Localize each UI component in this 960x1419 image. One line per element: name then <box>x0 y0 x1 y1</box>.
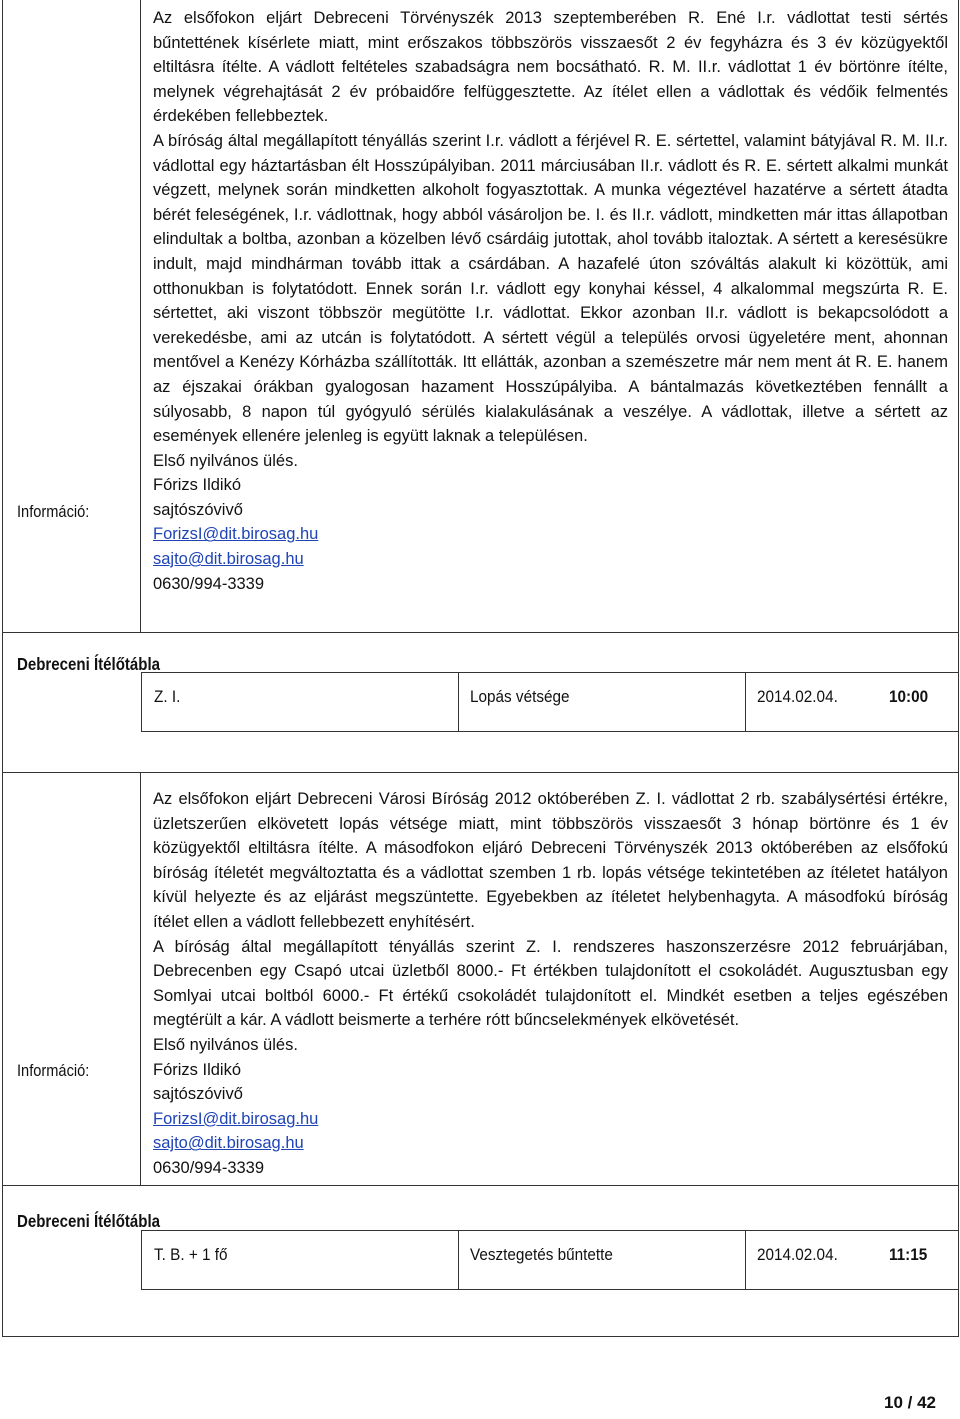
paragraph-hearing: Első nyilvános ülés. <box>153 1035 298 1054</box>
paragraph-facts: A bíróság által megállapított tényállás szerint I.r. vádlott a férjével R. E. sértettel, valamint bátyjával R. M. II.r. vádlottal egy háztartásban élt Hosszúpályiban. 2011 márciusában II.r. vádlott és R. E. sértett alkalmi munkát végzett, melynek során mindketten alkoholt fogyasztottak. A munka végeztével hazatérve a sértett átadta bérét feleségének, I.r. vádlottnak, hogy abból vásároljon be. I. és II.r. vádlott, mindketten már ittas állapotban elindultak a boltba, azonban a közelben lévő csárdáig jutottak, ahol tovább italoztak. A sértett a keresésükre indult, majd mindhárman tovább ittak a csárdában. A hazafelé úton szóváltás alakult ki közöttük, ami otthonukban is folytatódott. Ennek során I.r. vádlott egy konyhai késsel, 4 alkalommal megszúrta R. E. sértettet, aki viszont többször megütötte I.r. vádlottat. Ekkor azonban II.r. vádlott is bekapcsolódott a verekedésbe, ami az utcán is folytatódott. A sértett végül a település orvosi ügyeletére ment, ahonnan mentővel a Kenézy Kórházba szállították. Itt ellátták, azonban a szemészetre már nem ment át R. E. hanem az éjszakai órákban gyalogosan hazament Hosszúpályiba. A bántalmazás következtében fennállt a súlyosabb, 8 napon túl gyógyuló sérülés kialakulásának a veszélye. A vádlottak, illetve a sértett az események ellenére jelenleg is együtt laknak a településen. <box>153 131 948 446</box>
info-block-1 <box>2 0 959 633</box>
court-name: Debreceni Ítélőtábla <box>17 654 161 674</box>
contact-email-link[interactable]: ForizsI@dit.birosag.hu <box>153 525 319 544</box>
case-row <box>141 672 958 732</box>
case-offense: Lopás vétsége <box>470 687 570 706</box>
contact-name: Fórizs Ildikó <box>153 1060 242 1079</box>
case-defendant: T. B. + 1 fő <box>154 1245 228 1264</box>
case-date: 2014.02.04. <box>757 687 838 706</box>
info-content <box>153 787 948 1181</box>
cell-divider <box>458 673 459 731</box>
case-row <box>141 1230 958 1290</box>
cell-divider <box>745 673 746 731</box>
contact-email-link[interactable]: ForizsI@dit.birosag.hu <box>153 1109 319 1128</box>
info-block-2 <box>2 772 959 1186</box>
contact-phone: 0630/994-3339 <box>153 574 265 593</box>
info-label: Információ: <box>17 1061 90 1080</box>
press-email-link[interactable]: sajto@dit.birosag.hu <box>153 550 304 569</box>
case-offense: Vesztegetés bűntette <box>470 1245 613 1264</box>
info-label: Információ: <box>17 502 90 521</box>
court-name: Debreceni Ítélőtábla <box>17 1211 161 1231</box>
case-defendant: Z. I. <box>154 687 181 706</box>
info-label-column <box>3 0 141 632</box>
paragraph-hearing: Első nyilvános ülés. <box>153 451 298 470</box>
contact-role: sajtószóvivő <box>153 500 243 519</box>
paragraph-verdict: Az elsőfokon eljárt Debreceni Törvényszék 2013 szeptemberében R. Ené I.r. vádlottat testi sértés bűntettének kísérlete miatt, mint erőszakos többszörös visszaesőt 2 év fegyházra és 3 év közügyektől eltiltásra ítélte. A vádlott feltételes szabadságra nem bocsátható. R. M. II.r. vádlottat 1 év börtönre ítélte, melynek végrehajtását 2 év próbaidőre felfüggesztette. Az ítélet ellen a vádlottak és védőik felmentés érdekében fellebbeztek. <box>153 9 948 126</box>
cell-divider <box>458 1231 459 1289</box>
info-label-column <box>3 773 141 1185</box>
contact-phone: 0630/994-3339 <box>153 1158 265 1177</box>
contact-name: Fórizs Ildikó <box>153 476 242 495</box>
case-time: 10:00 <box>889 687 929 706</box>
press-email-link[interactable]: sajto@dit.birosag.hu <box>153 1134 304 1153</box>
page-number: 10 / 42 <box>884 1393 936 1412</box>
contact-role: sajtószóvivő <box>153 1085 243 1104</box>
case-header-1 <box>2 632 959 782</box>
case-time: 11:15 <box>889 1245 928 1264</box>
paragraph-verdict: Az elsőfokon eljárt Debreceni Városi Bíróság 2012 októberében Z. I. vádlottat 2 rb. szabálysértési értékre, üzletszerűen elkövetett lopás vétsége miatt, mint többszörös visszaesőt 3 hónap börtönre és 1 év közügyektől eltiltásra ítélte. A másodfokon eljáró Debreceni Törvényszék 2013 októberében az elsőfokú bíróság ítéletét megváltoztatta és a vádlottat szemben 1 rb. lopás vétsége tekintetében az ítéletet hatályon kívül helyezte és az eljárást megszüntette. Egyebekben az ítéletet helybenhagyta. A másodfokú bíróság ítélet ellen a vádlott fellebbezett enyhítésért. <box>153 790 948 931</box>
paragraph-facts: A bíróság által megállapított tényállás szerint Z. I. rendszeres haszonszerzésre 2012 februárjában, Debrecenben egy Csapó utcai üzletből 8000.- Ft értékben tulajdonított el csokoládét. Augusztusban egy Somlyai utcai boltból 6000.- Ft értékű csokoládét tulajdonított el. Mindkét esetben a teljes egészében megtérült a kár. A vádlott beismerte a terhére rótt bűncselekmények elkövetését. <box>153 937 948 1030</box>
cell-divider <box>745 1231 746 1289</box>
case-header-2 <box>2 1184 959 1337</box>
info-content <box>153 6 948 596</box>
case-date: 2014.02.04. <box>757 1245 838 1264</box>
